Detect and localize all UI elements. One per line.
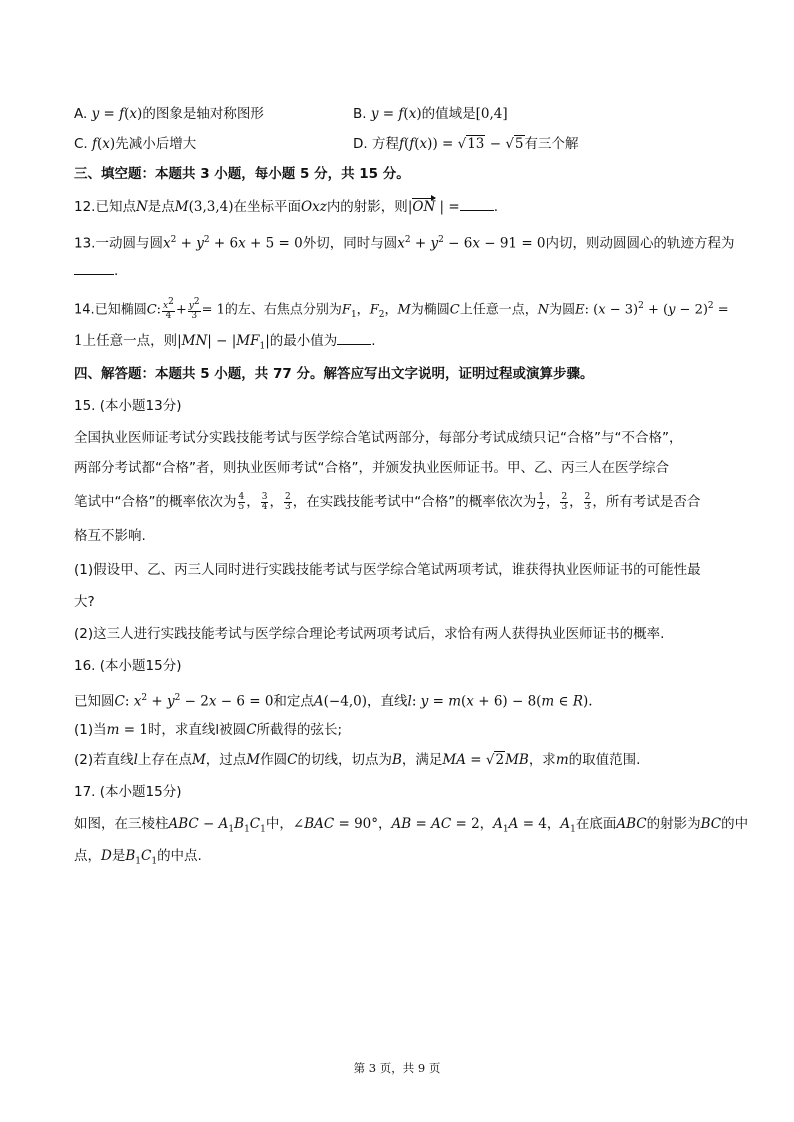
answer-blank [337,330,371,345]
question-14: 14.已知椭圆C: $\frac{x^2}{4}$ + $\frac{y^2}{3}$ = 1的左、右焦点分别为$F_1$，$F_2$，M为椭圆C上任意一点，N为圆E: $(x - 3)^2 + (y - 2)^2$ = [74,297,729,322]
question-17-stem-cont: 点，D是$B_1C_1$的中点. [74,848,202,867]
answer-blank [460,196,494,211]
question-15-title: 15. (本小题13分) [74,398,182,414]
question-15-sub1-cont: 大? [74,594,95,610]
question-16-sub2: (2)若直线l上存在点M，过点M作圆C的切线，切点为B，满足MA = √2MB，求m的取值范围. [74,752,641,768]
question-15-p3: 笔试中“合格”的概率依次为 $\frac{4}{5}$ ， $\frac{3}{4}$ ， $\frac{2}{3}$ ，在实践技能考试中“合格”的概率依次为 $\frac{1}{2}$ ， $\frac{2}{3}$ ， $\frac{2}{3}$ ，所有考试是否合 [74,491,701,512]
option-d: D. 方程f(f(x)) = √13 − √5有三个解 [353,136,579,152]
question-16-sub1: (1)当m = 1时，求直线l被圆C所截得的弦长; [74,722,343,738]
question-13: 13.一动圆与圆$x^2 + y^2 + 6x + 5 = 0$外切，同时与圆$x^2 + y^2 - 6x - 91 = 0$内切，则动圆圆心的轨迹方程为 [74,235,735,252]
question-17-stem: 如图，在三棱柱ABC − $A_1B_1C_1$中，∠BAC = 90°，AB = AC = 2，$A_1A = 4$，$A_1$在底面ABC的射影为BC的中 [74,816,749,835]
question-15-p4: 格互不影响. [74,528,146,544]
question-13-blank-line: . [74,260,118,281]
question-15-sub2: (2)这三人进行实践技能考试与医学综合理论考试两项考试后，求恰有两人获得执业医师证书的概率. [74,626,665,642]
section-3-header: 三、填空题：本题共 3 小题，每小题 5 分，共 15 分。 [74,166,410,182]
question-15-p1: 全国执业医师证考试分实践技能考试与医学综合笔试两部分，每部分考试成绩只记“合格”与“不合格”， [74,430,683,446]
option-b: B. y = f(x)的值域是[0,4] [353,106,508,122]
option-c: C. f(x)先减小后增大 [74,136,197,152]
question-15-sub1: (1)假设甲、乙、丙三人同时进行实践技能考试与医学综合笔试两项考试，谁获得执业医师证书的可能性最 [74,562,701,578]
question-12: 12.已知点N是点M(3,3,4)在坐标平面Oxz内的射影，则|ON | = . [74,196,498,217]
question-17-title: 17. (本小题15分) [74,784,182,800]
question-15-p2: 两部分考试都“合格”者，则执业医师考试“合格”，并颁发执业医师证书。甲、乙、丙三人在医学综合 [74,460,669,476]
question-14-cont: 1上任意一点，则$|MN| - |MF_1|$的最小值为 . [74,330,376,357]
option-a: A. y = f(x)的图象是轴对称图形 [74,106,264,122]
page-number-footer: 第 3 页，共 9 页 [353,1061,441,1075]
section-4-header: 四、解答题：本题共 5 小题，共 77 分。解答应写出文字说明，证明过程或演算步骤。 [74,366,594,382]
question-16-title: 16. (本小题15分) [74,658,182,674]
question-16-stem: 已知圆C: $x^2 + y^2 - 2x - 6 = 0$和定点A(−4,0)，直线l: y = m(x + 6) − 8(m ∈ R). [74,693,593,710]
answer-blank [74,260,114,275]
